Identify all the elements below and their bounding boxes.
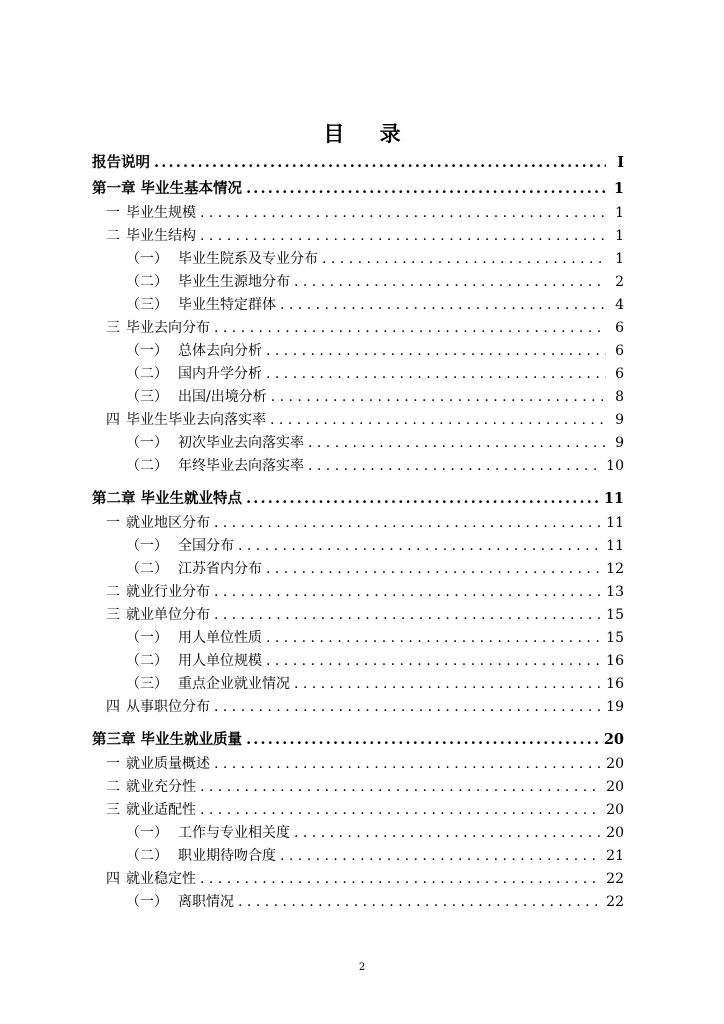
toc-entry-label: 就业充分性 bbox=[126, 779, 196, 795]
toc-entry-label: 工作与专业相关度 bbox=[178, 825, 290, 841]
toc-entry[interactable] bbox=[92, 535, 624, 558]
page-title: 目 录 bbox=[323, 121, 415, 146]
toc-entry[interactable] bbox=[92, 673, 624, 696]
toc-entry-number: 三 bbox=[106, 607, 120, 623]
toc-entry-page: 20 bbox=[603, 731, 624, 748]
toc-entry[interactable] bbox=[92, 627, 624, 650]
toc-entry-page: 13 bbox=[606, 584, 624, 600]
toc-entry-number: （二） bbox=[126, 366, 168, 382]
toc-entry-label: 报告说明 bbox=[92, 154, 150, 171]
toc-entry-label: 出国/出境分析 bbox=[178, 389, 267, 405]
toc-entry[interactable] bbox=[92, 776, 624, 799]
toc-entry-page: 6 bbox=[615, 343, 624, 359]
toc-entry[interactable] bbox=[92, 455, 624, 478]
dot-leader bbox=[214, 581, 602, 604]
dot-leader bbox=[214, 696, 602, 719]
toc-entry-label: 国内升学分析 bbox=[178, 366, 262, 382]
toc-entry-number: 二 bbox=[106, 228, 120, 244]
toc-entry-number: 四 bbox=[106, 871, 120, 887]
dot-leader bbox=[214, 317, 606, 340]
table-of-contents bbox=[92, 150, 624, 914]
dot-leader bbox=[294, 822, 602, 845]
toc-entry-number: （一） bbox=[126, 630, 168, 646]
toc-entry[interactable] bbox=[92, 753, 624, 776]
dot-leader bbox=[280, 294, 606, 317]
dot-leader bbox=[214, 512, 602, 535]
toc-entry-label: 毕业去向分布 bbox=[126, 320, 210, 336]
toc-entry-page: 9 bbox=[615, 435, 624, 451]
toc-entry[interactable] bbox=[92, 409, 624, 432]
toc-entry-page: 2 bbox=[615, 274, 624, 290]
toc-entry-label: 第二章 毕业生就业特点 bbox=[92, 490, 243, 507]
toc-entry-number: 三 bbox=[106, 802, 120, 818]
toc-chapter-entry[interactable] bbox=[92, 486, 624, 512]
dot-leader bbox=[322, 248, 606, 271]
toc-entry-number: （一） bbox=[126, 251, 168, 267]
toc-entry-number: （二） bbox=[126, 458, 168, 474]
toc-entry[interactable] bbox=[92, 868, 624, 891]
toc-entry[interactable] bbox=[92, 822, 624, 845]
page-number: 2 bbox=[358, 962, 366, 973]
toc-entry-number: （一） bbox=[126, 343, 168, 359]
toc-entry-number: 四 bbox=[106, 412, 120, 428]
toc-entry[interactable] bbox=[92, 340, 624, 363]
toc-entry-page: 22 bbox=[606, 871, 624, 887]
dot-leader bbox=[200, 799, 602, 822]
toc-entry-page: 20 bbox=[606, 779, 624, 795]
toc-entry-label: 毕业生院系及专业分布 bbox=[178, 251, 318, 267]
toc-entry-page: 15 bbox=[606, 630, 624, 646]
toc-entry-page: 1 bbox=[615, 228, 624, 244]
toc-entry[interactable] bbox=[92, 225, 624, 248]
toc-entry-page: 11 bbox=[606, 538, 624, 554]
dot-leader bbox=[280, 845, 602, 868]
toc-entry[interactable] bbox=[92, 799, 624, 822]
dot-leader bbox=[266, 558, 602, 581]
toc-entry-number: （二） bbox=[126, 653, 168, 669]
dot-leader bbox=[238, 535, 602, 558]
toc-entry[interactable] bbox=[92, 891, 624, 914]
toc-entry-label: 就业单位分布 bbox=[126, 607, 210, 623]
toc-entry-number: （二） bbox=[126, 561, 168, 577]
toc-entry-page: 12 bbox=[606, 561, 624, 577]
toc-entry-number: （三） bbox=[126, 297, 168, 313]
toc-entry[interactable] bbox=[92, 581, 624, 604]
toc-entry-number: （二） bbox=[126, 274, 168, 290]
toc-entry-label: 江苏省内分布 bbox=[178, 561, 262, 577]
dot-leader bbox=[294, 271, 606, 294]
toc-entry[interactable] bbox=[92, 558, 624, 581]
toc-entry[interactable] bbox=[92, 386, 624, 409]
dot-leader bbox=[200, 225, 606, 248]
toc-entry-number: （二） bbox=[126, 848, 168, 864]
dot-leader bbox=[246, 486, 600, 512]
dot-leader bbox=[246, 727, 600, 753]
toc-chapter-entry[interactable] bbox=[92, 150, 624, 176]
toc-entry-page: 20 bbox=[606, 802, 624, 818]
toc-entry-label: 毕业生生源地分布 bbox=[178, 274, 290, 290]
dot-leader bbox=[214, 604, 602, 627]
toc-entry-number: 三 bbox=[106, 320, 120, 336]
dot-leader bbox=[308, 455, 602, 478]
toc-entry-label: 离职情况 bbox=[178, 894, 234, 910]
dot-leader bbox=[214, 753, 602, 776]
toc-entry-label: 就业行业分布 bbox=[126, 584, 210, 600]
toc-entry-page: 22 bbox=[606, 894, 624, 910]
dot-leader bbox=[200, 868, 602, 891]
toc-entry-label: 总体去向分析 bbox=[178, 343, 262, 359]
toc-entry-label: 重点企业就业情况 bbox=[178, 676, 290, 692]
dot-leader bbox=[154, 150, 606, 176]
dot-leader bbox=[246, 176, 606, 202]
toc-chapter-entry[interactable] bbox=[92, 727, 624, 753]
dot-leader bbox=[266, 627, 602, 650]
toc-entry-label: 就业稳定性 bbox=[126, 871, 196, 887]
toc-entry-label: 第一章 毕业生基本情况 bbox=[92, 180, 243, 197]
toc-entry[interactable] bbox=[92, 650, 624, 673]
toc-entry-page: 20 bbox=[606, 825, 624, 841]
toc-entry-label: 毕业生特定群体 bbox=[178, 297, 276, 313]
toc-entry-label: 就业质量概述 bbox=[126, 756, 210, 772]
toc-entry-page: 4 bbox=[615, 297, 624, 313]
toc-entry-label: 第三章 毕业生就业质量 bbox=[92, 731, 243, 748]
toc-entry-page: 15 bbox=[606, 607, 624, 623]
dot-leader bbox=[266, 363, 606, 386]
toc-entry[interactable] bbox=[92, 363, 624, 386]
toc-entry[interactable] bbox=[92, 202, 624, 225]
toc-entry-number: （一） bbox=[126, 825, 168, 841]
toc-entry-page: 10 bbox=[606, 458, 624, 474]
toc-entry[interactable] bbox=[92, 604, 624, 627]
dot-leader bbox=[266, 650, 602, 673]
toc-entry-page: 19 bbox=[606, 699, 624, 715]
toc-entry-page: 8 bbox=[615, 389, 624, 405]
toc-entry[interactable] bbox=[92, 294, 624, 317]
toc-entry[interactable] bbox=[92, 845, 624, 868]
toc-entry-page: 9 bbox=[615, 412, 624, 428]
toc-entry-page: 6 bbox=[615, 366, 624, 382]
toc-entry[interactable] bbox=[92, 317, 624, 340]
toc-entry[interactable] bbox=[92, 432, 624, 455]
toc-entry-label: 初次毕业去向落实率 bbox=[178, 435, 304, 451]
toc-entry-label: 年终毕业去向落实率 bbox=[178, 458, 304, 474]
toc-entry-number: 二 bbox=[106, 779, 120, 795]
toc-entry-label: 就业地区分布 bbox=[126, 515, 210, 531]
toc-entry-page: 1 bbox=[615, 251, 624, 267]
toc-entry[interactable] bbox=[92, 696, 624, 719]
toc-entry[interactable] bbox=[92, 512, 624, 535]
toc-entry-page: 21 bbox=[606, 848, 624, 864]
toc-entry-label: 全国分布 bbox=[178, 538, 234, 554]
toc-entry-number: （三） bbox=[126, 389, 168, 405]
toc-entry-page: 16 bbox=[606, 653, 624, 669]
dot-leader bbox=[294, 673, 602, 696]
toc-entry-label: 毕业生结构 bbox=[126, 228, 196, 244]
toc-entry-label: 职业期待吻合度 bbox=[178, 848, 276, 864]
toc-entry-page: 1 bbox=[613, 180, 624, 197]
toc-entry-number: 四 bbox=[106, 699, 120, 715]
toc-entry-label: 用人单位规模 bbox=[178, 653, 262, 669]
toc-entry-number: （一） bbox=[126, 435, 168, 451]
toc-entry-number: 二 bbox=[106, 584, 120, 600]
toc-entry-page: 16 bbox=[606, 676, 624, 692]
toc-entry[interactable] bbox=[92, 248, 624, 271]
toc-entry-label: 用人单位性质 bbox=[178, 630, 262, 646]
toc-entry-number: （三） bbox=[126, 676, 168, 692]
toc-entry-page: 11 bbox=[603, 490, 624, 507]
toc-entry-page: 1 bbox=[615, 205, 624, 221]
toc-entry-label: 就业适配性 bbox=[126, 802, 196, 818]
toc-entry-number: （一） bbox=[126, 538, 168, 554]
toc-entry-number: 一 bbox=[106, 515, 120, 531]
dot-leader bbox=[200, 776, 602, 799]
toc-entry-label: 从事职位分布 bbox=[126, 699, 210, 715]
toc-entry-page: 11 bbox=[606, 515, 624, 531]
dot-leader bbox=[200, 202, 606, 225]
toc-chapter-entry[interactable] bbox=[92, 176, 624, 202]
dot-leader bbox=[238, 891, 602, 914]
toc-entry[interactable] bbox=[92, 271, 624, 294]
toc-entry-label: 毕业生规模 bbox=[126, 205, 196, 221]
toc-entry-number: （一） bbox=[126, 894, 168, 910]
toc-entry-page: I bbox=[617, 154, 624, 171]
dot-leader bbox=[270, 409, 606, 432]
toc-entry-page: 20 bbox=[606, 756, 624, 772]
dot-leader bbox=[308, 432, 606, 455]
dot-leader bbox=[271, 386, 606, 409]
toc-entry-label: 毕业生毕业去向落实率 bbox=[126, 412, 266, 428]
dot-leader bbox=[266, 340, 606, 363]
toc-entry-number: 一 bbox=[106, 756, 120, 772]
toc-entry-number: 一 bbox=[106, 205, 120, 221]
toc-entry-page: 6 bbox=[615, 320, 624, 336]
